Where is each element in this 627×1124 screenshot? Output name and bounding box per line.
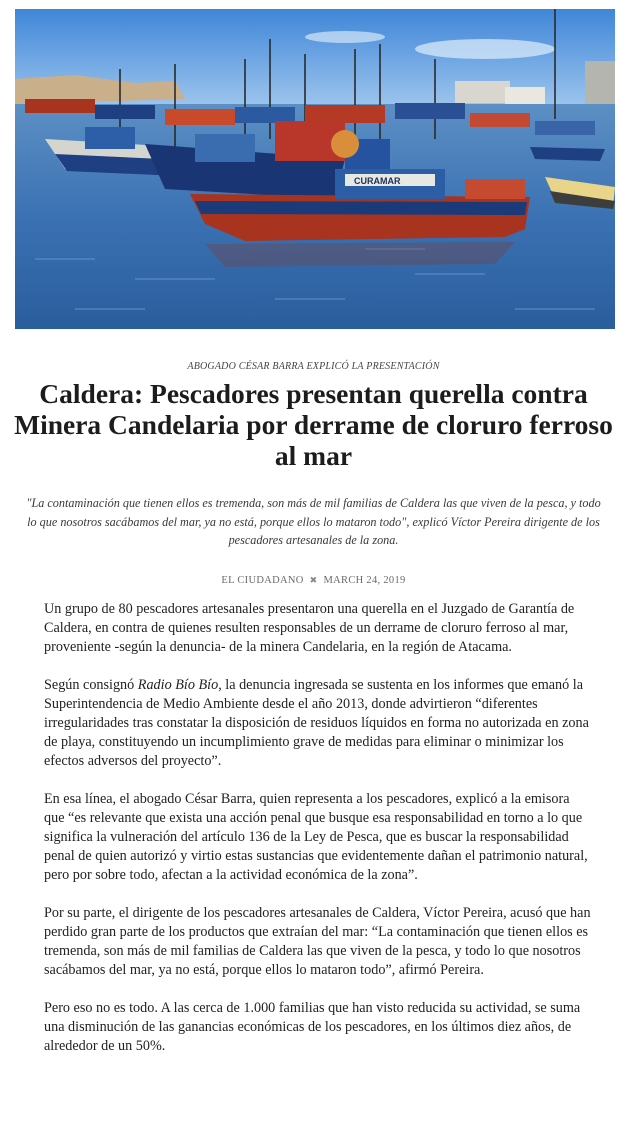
article-meta: [0, 575, 627, 586]
article-paragraph: [44, 676, 592, 771]
article-source[interactable]: EL CIUDADANO: [221, 575, 304, 586]
article-body: [44, 600, 592, 1075]
article-title: Caldera: Pescadores presentan querella contra Minera Candelaria por derrame de cloruro ferroso al mar: [14, 378, 613, 471]
article-date: MARCH 24, 2019: [323, 575, 406, 586]
article-paragraph: Por su parte, el dirigente de los pescadores artesanales de Caldera, Víctor Pereira, acusó que han perdido gran parte de los productos que extraían del mar: “La contaminación que tienen ellos es tremenda, son más de mil familias de Caldera las que viven de la pesca, y todo lo que nosotros sacábamos del mar, ya no está, porque ellos lo mataron todo”, afirmó Pereira.: [44, 905, 591, 978]
article-lead: "La contaminación que tienen ellos es tremenda, son más de mil familias de Caldera las que viven de la pesca, y todo lo que nosotros sacábamos del mar, ya no está, porque ellos lo mataron todo", explicó Víctor Pereira dirigente de los pescadores artesanales de la zona.: [26, 496, 601, 547]
paragraph-text: , la denuncia ingresada se sustenta en los informes que emanó la Superintendencia de Medio Ambiente desde el año 2013, donde advirtieron “diferentes irregularidades tras constatar la disposición de residuos líquidos en forma no autorizada en zona de playa, constituyendo un incumplimiento grave de medidas para eliminar o minimizar los efectos adversos del proyecto”.: [44, 677, 589, 769]
article-kicker: ABOGADO CÉSAR BARRA EXPLICÓ LA PRESENTACIÓN: [187, 361, 440, 372]
article-paragraph: Un grupo de 80 pescadores artesanales presentaron una querella en el Juzgado de Garantía de Caldera, en contra de quienes resulten responsables de un derrame de cloruro ferroso al mar, proveniente -según la denuncia- de la minera Candelaria, en la región de Atacama.: [44, 601, 575, 655]
source-name: Radio Bío Bío: [137, 677, 219, 693]
article-paragraph: Pero eso no es todo. A las cerca de 1.000 familias que han visto reducida su actividad, se suma una disminución de las ganancias económicas de los pescadores, en los últimos diez años, de alrededor de un 50%.: [44, 1000, 581, 1054]
boat-name-label: CURAMAR: [354, 176, 401, 186]
article-paragraph: En esa línea, el abogado César Barra, quien representa a los pescadores, explicó a la emisora que “es relevante que exista una acción penal que busque esa responsabilidad en torno a lo que significa la vulneración del artículo 136 de la Ley de Pesca, que es buscar la responsabilidad penal de quien autorizó y virtio estas sustancias que evidentemente dañan el patrimonio natural, pero por sobre todo, afectan a la actividad económica de la zona”.: [44, 791, 588, 883]
paragraph-text: Según consignó: [44, 677, 138, 693]
separator-icon: ✖: [309, 575, 318, 585]
harbor-boats-photo: [15, 9, 615, 329]
